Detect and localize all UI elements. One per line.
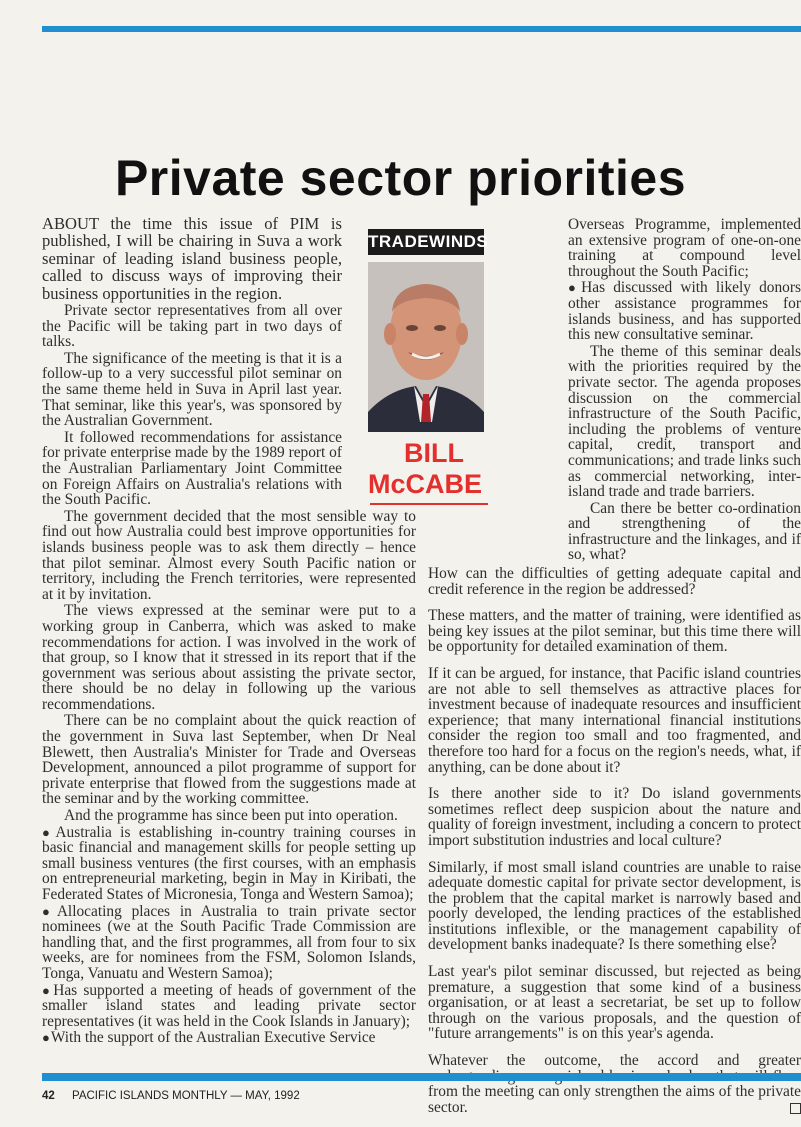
headline: Private sector priorities <box>114 150 687 206</box>
column-badge: TRADEWINDS <box>368 229 484 255</box>
author-byline <box>368 438 498 500</box>
bottom-color-rule <box>42 1073 801 1081</box>
author-photo <box>368 262 484 432</box>
publication-line: PACIFIC ISLANDS MONTHLY — MAY, 1992 <box>72 1090 300 1102</box>
body-paragraph: Private sector representatives from all over the Pacific will be taking part in two days of talks. <box>42 302 342 351</box>
body-paragraph: There can be no complaint about the quick reaction of the government in Suva last September, when Dr Neal Blewett, then Australia's Minister for Trade and Overseas Development, announced a pilot programme of support for private enterprise that flowed from the suggestions made at the seminar and by the working committee. <box>42 712 416 808</box>
body-paragraph: Similarly, if most small island countries are unable to raise adequate domestic capital for private sector development, is the problem that the capital market is narrowly based and poorly developed, the lending practices of the established institutions inflexible, or the management capability of development banks inadequate? Is there something else? <box>428 858 801 954</box>
bullet-item: ● Has supported a meeting of heads of government of the smaller island states and leading private sector representatives (it was held in the Cook Islands in January); <box>42 983 416 1030</box>
right-lower-column <box>428 566 801 1115</box>
bullet-item: ● Allocating places in Australia to train private sector nominees (we at the South Pacific Trade Commission are handling that, and the first programmes, all from four to six weeks, are for nominees from the FSM, Solomon Islands, Tonga, Vanuatu and Western Samoa); <box>42 904 416 982</box>
bullet-item: ● Australia is establishing in-country training courses in basic financial and management skills for people setting up small business ventures (the first courses, with an emphasis on entrepreneurial marketing, begin in May in Kiribati, the Federated States of Micronesia, Tonga and Western Samoa); <box>42 825 416 903</box>
author-first-name: BILL <box>404 438 464 468</box>
body-paragraph: The theme of this seminar deals with the priorities required by the private sector. The agenda proposes discussion on the commercial infrastructure of the South Pacific, including the problems of venture capital, credit, transport and communications; and trade links such as commercial networking, inter-island trade and trade barriers. <box>568 342 801 501</box>
closing-text: Whatever the outcome, the accord and greater from the meeting can only strengthen the aims of the private sector. <box>428 1052 801 1116</box>
body-paragraph: How can the difficulties of getting adequate capital and credit reference in the region be addressed? <box>428 565 801 598</box>
closing-paragraph <box>428 1053 801 1115</box>
body-paragraph: Can there be better co-ordination and strengthening of the infrastructure and the linkages, and if so, what? <box>568 499 801 564</box>
byline-rule <box>370 503 488 505</box>
top-color-rule <box>42 26 801 32</box>
page-number: 42 <box>42 1090 55 1102</box>
body-paragraph: The government decided that the most sensible way to find out how Australia could best improve opportunities for islands business people was to ask them directly – hence that pilot seminar. Almost every South Pacific nation or territory, including the French territories, were represented at it by invitation. <box>42 507 416 603</box>
body-paragraph: The significance of the meeting is that it is a follow-up to a very successful pilot seminar on the same theme held in Suva in April last year. That seminar, like this year's, was sponsored by the Australian Government. <box>42 349 342 430</box>
right-upper-column <box>568 217 801 563</box>
body-paragraph: Is there another side to it? Do island governments sometimes reflect deep suspicion about the nature and quality of foreign investment, including a concern to protect import substitution industries and local culture? <box>428 785 801 849</box>
left-column <box>42 215 416 1046</box>
body-paragraph: And the programme has since been put into operation. <box>64 807 398 825</box>
body-paragraph: The views expressed at the seminar were put to a working group in Canberra, which was asked to make recommendations for action. I was involved in the work of that group, so I know that it stressed in its report that if the government was serious about assisting the private sector, there should be no delay in following up the various recommendations. <box>42 602 416 713</box>
bullet-item: ● With the support of the Australian Executive Service <box>42 1030 416 1046</box>
lead-paragraph: ABOUT the time this issue of PIM is published, I will be chairing in Suva a work seminar of leading island business people, called to discuss ways of improving their business opportunities in the region. <box>42 214 342 303</box>
body-paragraph: Last year's pilot seminar discussed, but rejected as being premature, a suggestion that some kind of a business organisation, or at least a secretariat, be set up to follow through on the various proposals, and the question of "future arrangements" is on this year's agenda. <box>428 963 801 1043</box>
page-footer <box>42 1090 300 1102</box>
end-mark-icon <box>790 1103 801 1114</box>
body-paragraph: These matters, and the matter of training, were identified as being key issues at the pilot seminar, but this time there will be opportunity for detailed examination of them. <box>428 607 801 656</box>
author-last-name: McCABE <box>368 469 483 499</box>
body-paragraph: It followed recommendations for assistance for private enterprise made by the 1989 report of the Australian Parliamentary Joint Committee on Foreign Affairs on Australia's relations with the South Pacific. <box>42 428 343 509</box>
bullet-item: ● Has discussed with likely donors other assistance programmes for islands business, and has supported this new consultative seminar. <box>568 280 801 342</box>
author-portrait-image <box>368 262 484 432</box>
body-paragraph: Overseas Programme, implemented an extensive program of one-on-one training at compound level throughout the South Pacific; <box>568 216 801 280</box>
body-paragraph: If it can be argued, for instance, that Pacific island countries are not able to sell themselves as attractive places for investment because of inadequate resources and insufficient experience; that many international financial institutions consider the region too small and too fragmented, and therefore too hard for a focus on the region's needs, what, if anything, can be done about it? <box>428 664 801 776</box>
